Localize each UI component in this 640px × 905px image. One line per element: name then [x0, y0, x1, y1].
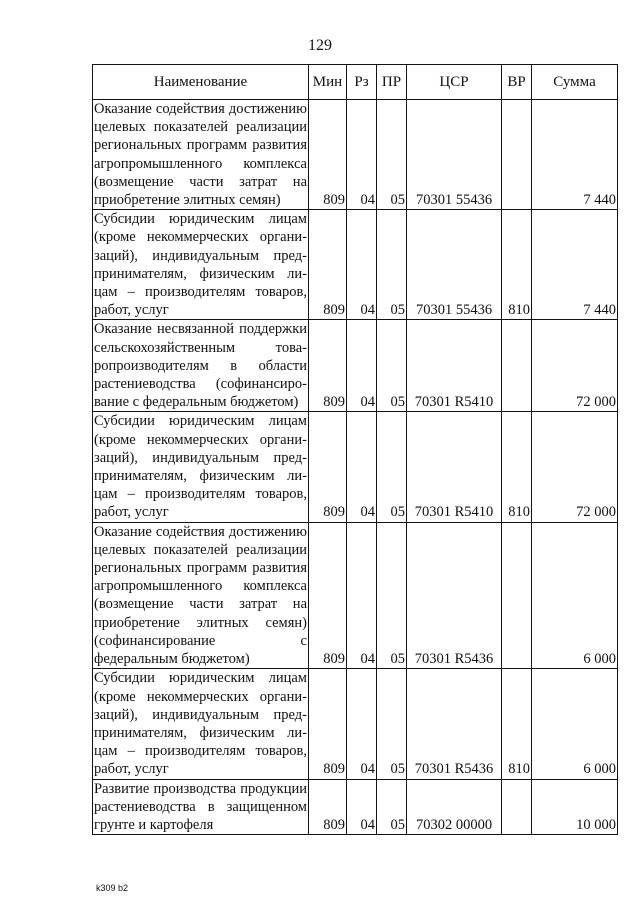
row-min: 809	[309, 522, 347, 669]
row-vr: 810	[502, 210, 532, 320]
row-csr: 70301 R5436	[407, 669, 502, 779]
header-pr: ПР	[377, 65, 407, 100]
row-sum: 72 000	[532, 320, 618, 412]
row-sum: 72 000	[532, 412, 618, 522]
row-vr	[502, 779, 532, 835]
row-rz: 04	[347, 100, 377, 210]
row-pr: 05	[377, 522, 407, 669]
row-name: Оказание содействия достижению целевых показателей реализации региональных программ развития агропромышленного комплекса (возмещение части затрат на приобретение элитных семян)	[94, 101, 307, 209]
header-name: Наименование	[93, 65, 309, 100]
page-number: 129	[308, 37, 332, 54]
header-rz: Рз	[347, 65, 377, 100]
row-rz: 04	[347, 210, 377, 320]
row-name: Субсидии юридическим лицам (кроме некоммерческих организаций), индивидуальным предпринимателям, физическим лицам – производителям товаров, работ, услуг	[94, 670, 307, 778]
row-pr: 05	[377, 100, 407, 210]
row-name: Оказание несвязанной поддержки сельскохозяйственным товаропроизводителям в области растениеводства (софинансирование с федеральным бюджетом)	[94, 321, 307, 411]
row-csr: 70301 55436	[407, 100, 502, 210]
document-code: k309 b2	[96, 883, 129, 893]
row-rz: 04	[347, 669, 377, 779]
row-csr: 70302 00000	[407, 779, 502, 835]
row-rz: 04	[347, 522, 377, 669]
table-row	[93, 100, 618, 210]
row-min: 809	[309, 320, 347, 412]
row-rz: 04	[347, 779, 377, 835]
table-row	[93, 669, 618, 779]
row-vr	[502, 320, 532, 412]
row-sum: 7 440	[532, 100, 618, 210]
row-csr: 70301 R5436	[407, 522, 502, 669]
table-row	[93, 779, 618, 835]
table-row	[93, 522, 618, 669]
row-rz: 04	[347, 320, 377, 412]
row-pr: 05	[377, 210, 407, 320]
row-min: 809	[309, 669, 347, 779]
row-name: Субсидии юридическим лицам (кроме некоммерческих организаций), индивидуальным предпринимателям, физическим лицам – производителям товаров, работ, услуг	[94, 211, 307, 319]
row-name: Субсидии юридическим лицам (кроме некоммерческих организаций), индивидуальным предпринимателям, физическим лицам – производителям товаров, работ, услуг	[94, 413, 307, 521]
row-vr: 810	[502, 669, 532, 779]
table-row	[93, 320, 618, 412]
table-row	[93, 210, 618, 320]
row-sum: 7 440	[532, 210, 618, 320]
row-vr: 810	[502, 412, 532, 522]
row-min: 809	[309, 779, 347, 835]
row-min: 809	[309, 100, 347, 210]
row-sum: 6 000	[532, 669, 618, 779]
row-csr: 70301 R5410	[407, 412, 502, 522]
row-pr: 05	[377, 669, 407, 779]
row-csr: 70301 55436	[407, 210, 502, 320]
row-vr	[502, 100, 532, 210]
row-rz: 04	[347, 412, 377, 522]
row-min: 809	[309, 412, 347, 522]
table-row	[93, 412, 618, 522]
header-csr: ЦСР	[407, 65, 502, 100]
header-vr: ВР	[502, 65, 532, 100]
header-min: Мин	[309, 65, 347, 100]
table-header-row	[93, 65, 618, 100]
row-vr	[502, 522, 532, 669]
header-sum: Сумма	[532, 65, 618, 100]
row-pr: 05	[377, 779, 407, 835]
row-min: 809	[309, 210, 347, 320]
row-name: Оказание содействия достижению целевых показателей реализации региональных программ развития агропромышленного комплекса (возмещение части затрат на приобретение элитных семян) (софинансирование с федеральным бюджетом)	[94, 523, 307, 668]
budget-table	[92, 64, 618, 835]
row-name: Развитие производства продукции растениеводства в защищенном грунте и картофеля	[94, 780, 307, 833]
row-sum: 6 000	[532, 522, 618, 669]
row-csr: 70301 R5410	[407, 320, 502, 412]
row-sum: 10 000	[532, 779, 618, 835]
row-pr: 05	[377, 320, 407, 412]
row-pr: 05	[377, 412, 407, 522]
